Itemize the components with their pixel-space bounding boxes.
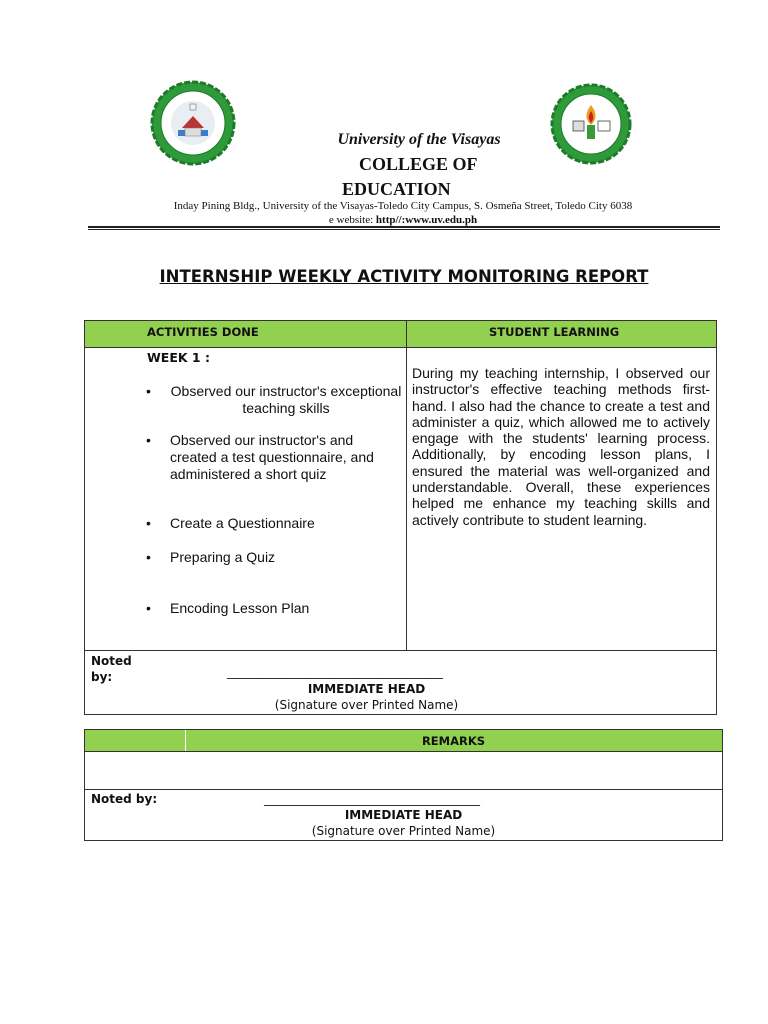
week-label: WEEK 1 : <box>147 350 210 365</box>
activity-item: • Create a Questionnaire <box>170 515 402 532</box>
remarks-signatory-title: IMMEDIATE HEAD <box>344 808 463 822</box>
noted-row-divider <box>85 650 716 651</box>
activity-item: • Observed our instructor's and created a test questionnaire, and administered a short quiz <box>170 432 402 483</box>
remarks-header: REMARKS <box>421 734 486 748</box>
website-line <box>38 213 768 227</box>
signature-line: ____________________________________ <box>227 665 443 679</box>
website-link[interactable]: http//:www.uv.edu.ph <box>375 214 478 226</box>
report-title: INTERNSHIP WEEKLY ACTIVITY MONITORING REPORT <box>159 267 649 286</box>
address-block <box>0 199 768 227</box>
student-learning-text: During my teaching internship, I observed our instructor's effective teaching methods first-hand. I also had the chance to create a test and administer a quiz, which allowed me to actively engage with the students' learning process. Additionally, by encoding lesson plans, I ensured the material was well-organized and understandable. Overall, these experiences helped me enhance my teaching skills and actively contribute to student learning. <box>412 365 710 528</box>
header-rule-thin <box>88 229 720 230</box>
header-rule <box>88 226 720 228</box>
column-divider <box>406 321 407 650</box>
header-student-learning: STUDENT LEARNING <box>489 325 620 339</box>
remarks-noted-divider <box>85 789 722 790</box>
college-name <box>342 152 478 202</box>
signatory-title: IMMEDIATE HEAD <box>307 682 426 696</box>
address: Inday Pining Bldg., University of the Visayas-Toledo City Campus, S. Osmeña Street, Toledo City 6038 <box>173 200 633 212</box>
activity-item: • Encoding Lesson Plan <box>170 600 402 617</box>
signature-caption: (Signature over Printed Name) <box>274 698 459 712</box>
university-seal-logo <box>150 80 236 166</box>
college-line-1: COLLEGE OF <box>359 154 478 174</box>
remarks-signature-caption: (Signature over Printed Name) <box>311 824 496 838</box>
activity-item: • Observed our instructor's exceptional teaching skills <box>170 383 402 417</box>
website-label: e website: <box>328 214 376 226</box>
header-activities-done: ACTIVITIES DONE <box>147 325 259 339</box>
noted-by-label: Noted by: <box>91 654 132 684</box>
university-name: University of the Visayas <box>337 131 501 148</box>
remarks-input-area[interactable] <box>85 751 722 789</box>
activity-item: • Preparing a Quiz <box>170 549 402 566</box>
remarks-noted-by-label: Noted by: <box>91 792 158 806</box>
college-of-education-seal-logo <box>550 83 632 165</box>
remarks-signature-line: ____________________________________ <box>264 792 480 806</box>
college-line-2: EDUCATION <box>342 179 451 199</box>
